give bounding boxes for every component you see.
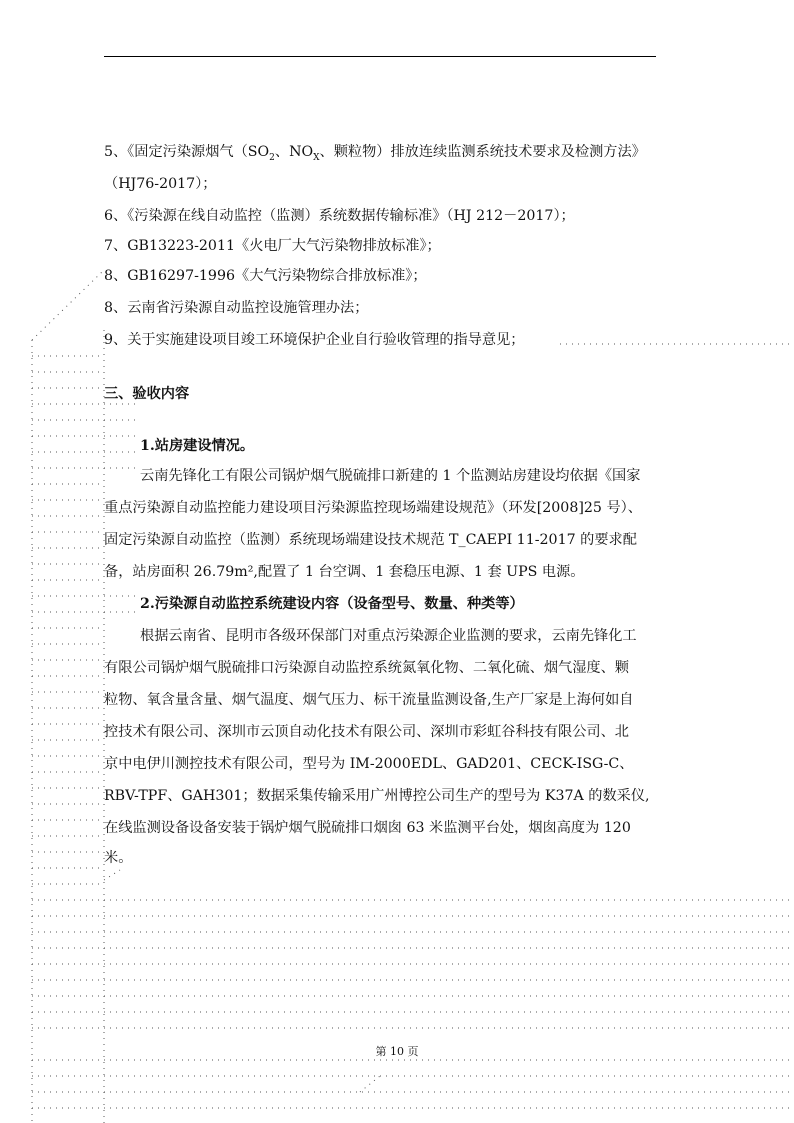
reference-item-8b: 8、云南省污染源自动监控设施管理办法； (104, 300, 369, 316)
paragraph-line: 米。 (104, 850, 133, 866)
paragraph-line: 京中电伊川测控技术有限公司，型号为 IM-2000EDL、GAD201、CECK-ISG-C、 (104, 756, 634, 772)
paragraph-line: 有限公司锅炉烟气脱硫排口污染源自动监控系统氮氧化物、二氧化硫、烟气湿度、颗 (104, 660, 629, 676)
paragraph-line: 固定污染源自动监控（监测）系统现场端建设技术规范 T_CAEPI 11-2017 的要求配 (104, 532, 637, 548)
subsection-heading-2: 2.污染源自动监控系统建设内容（设备型号、数量、种类等） (140, 596, 524, 612)
page-number: 第 10 页 (375, 1045, 419, 1058)
paragraph-line: 云南先锋化工有限公司锅炉烟气脱硫排口新建的 1 个监测站房建设均依据《国家 (140, 468, 641, 484)
subsection-heading-1: 1.站房建设情况。 (140, 438, 255, 454)
paragraph-line: 粒物、氧含量含量、烟气温度、烟气压力、标干流量监测设备,生产厂家是上海何如自 (104, 692, 634, 708)
paragraph-line: 备，站房面积 26.79m²,配置了 1 台空调、1 套稳压电源、1 套 UPS 电源。 (104, 564, 585, 580)
reference-item-5: 5、《固定污染源烟气（$SO_2$、$NO_X$、颗粒物）排放连续监测系统技术要求及检测方法》 (104, 144, 646, 163)
paragraph-line: 控技术有限公司、深圳市云顶自动化技术有限公司、深圳市彩虹谷科技有限公司、北 (104, 724, 629, 740)
section-heading: 三、验收内容 (104, 386, 190, 402)
reference-item-5-continued: （HJ76-2017）； (104, 176, 217, 192)
reference-item-9: 9、关于实施建设项目竣工环境保护企业自行验收管理的指导意见； (104, 332, 525, 348)
paragraph-line: RBV-TPF、GAH301；数据采集传输采用广州博控公司生产的型号为 K37A 的数采仪, (104, 788, 650, 804)
paragraph-line: 根据云南省、昆明市各级环保部门对重点污染源企业监测的要求，云南先锋化工 (140, 628, 637, 644)
reference-item-6: 6、《污染源在线自动监控（监测）系统数据传输标准》（HJ 212－2017）； (104, 208, 575, 224)
paragraph-line: 重点污染源自动监控能力建设项目污染源监控现场端建设规范》（环发[2008]25 号）、 (104, 500, 642, 516)
reference-item-8a: 8、GB16297-1996《大气污染物综合排放标准》； (104, 268, 427, 284)
paragraph-line: 在线监测设备设备安装于锅炉烟气脱硫排口烟囱 63 米监测平台处，烟囱高度为 120 (104, 820, 631, 836)
header-rule (104, 56, 656, 57)
reference-item-7: 7、GB13223-2011《火电厂大气污染物排放标准》； (104, 238, 441, 254)
